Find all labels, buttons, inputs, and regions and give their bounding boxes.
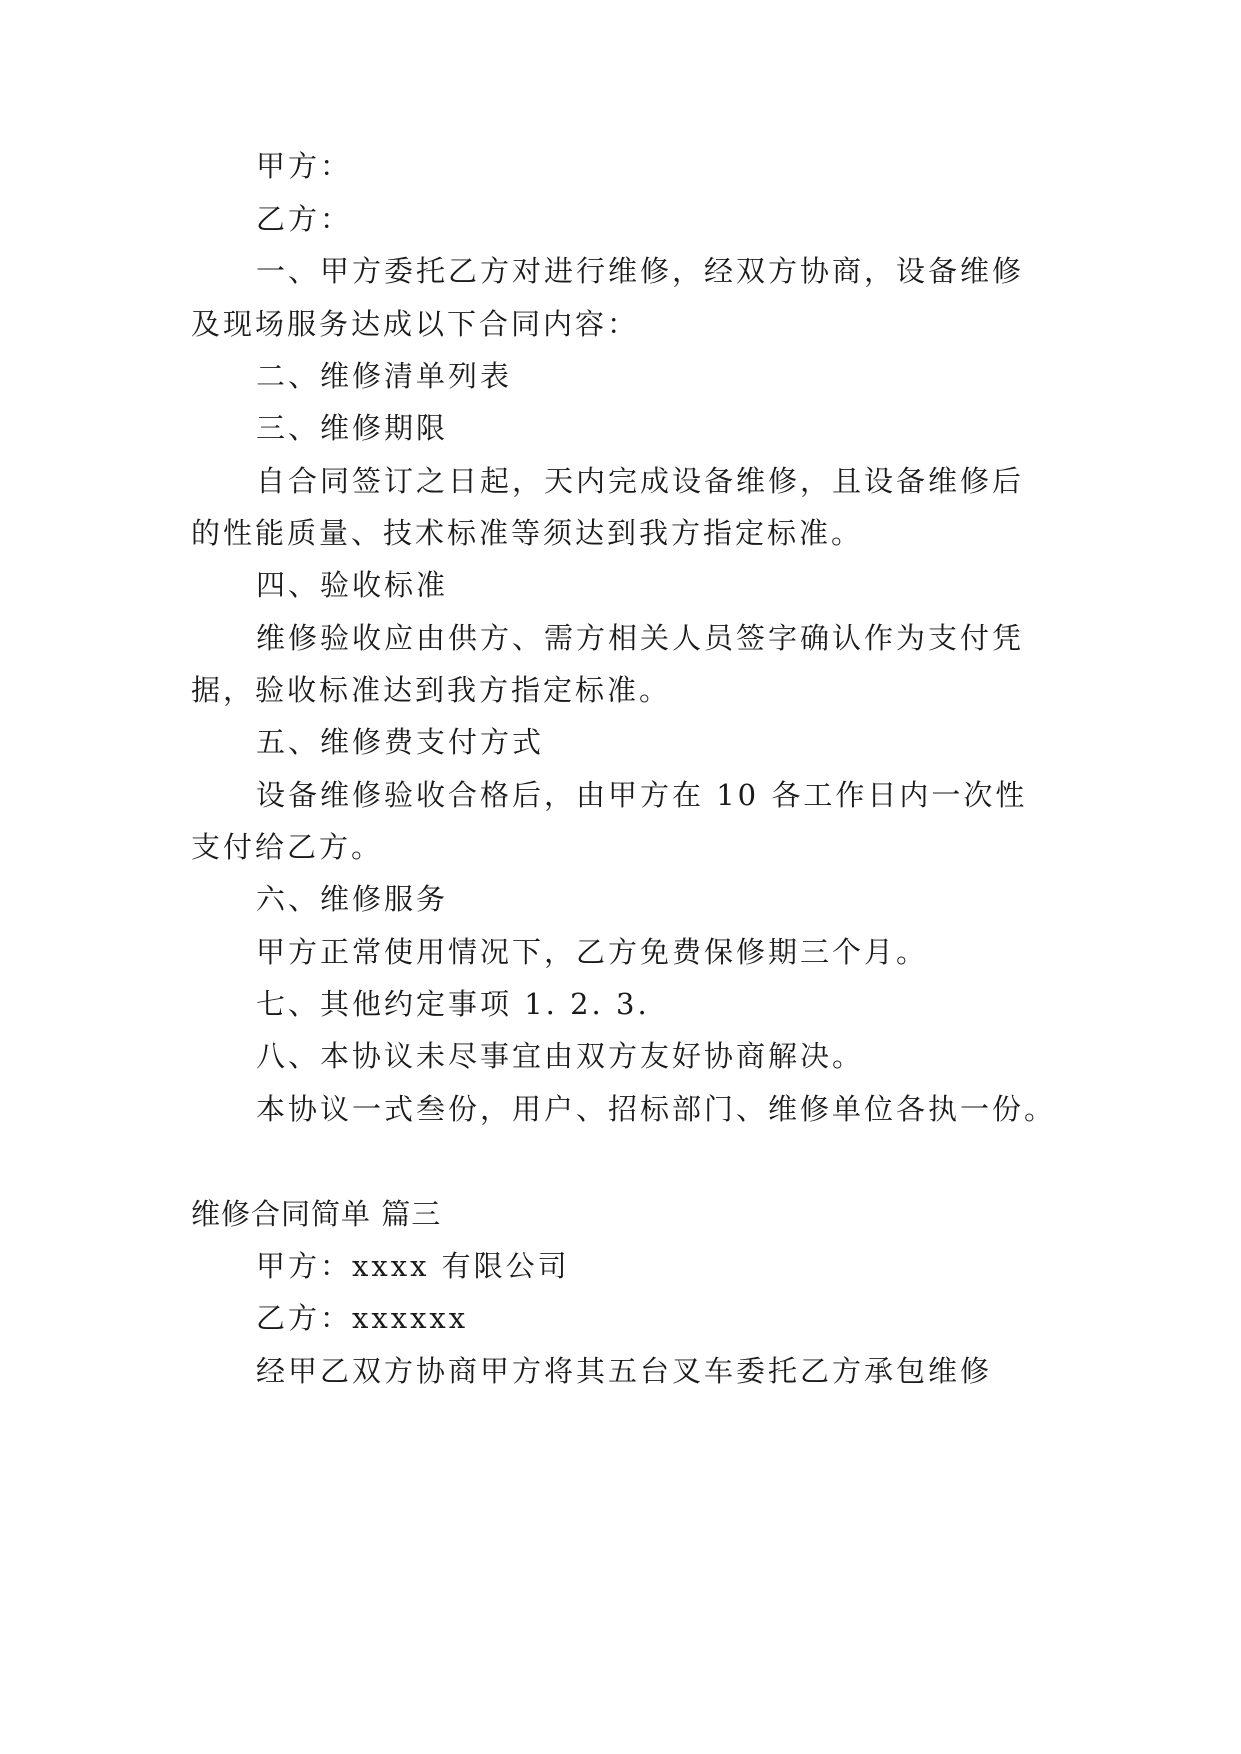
clause-3-heading: 三、维修期限 <box>256 411 449 445</box>
party-a-company-line: 甲方：xxxx 有限公司 <box>256 1249 570 1283</box>
clause-6-text: 甲方正常使用情况下，乙方免费保修期三个月。 <box>256 935 929 969</box>
clause-1-line-2: 及现场服务达成以下合同内容： <box>191 307 640 341</box>
party-a-line: 甲方： <box>256 149 353 183</box>
clause-5-text-line-2: 支付给乙方。 <box>191 830 384 864</box>
party-b-name-line: 乙方：xxxxxx <box>256 1301 469 1335</box>
section-heading: 维修合同简单 篇三 <box>191 1197 442 1231</box>
clause-6-heading: 六、维修服务 <box>256 882 449 916</box>
clause-5-text-line-1: 设备维修验收合格后，由甲方在 10 各工作日内一次性 <box>256 778 1028 812</box>
copies-line: 本协议一式叁份，用户、招标部门、维修单位各执一份。 <box>256 1092 1057 1126</box>
clause-5-heading: 五、维修费支付方式 <box>256 725 545 759</box>
clause-3-text-line-1: 自合同签订之日起，天内完成设备维修，且设备维修后 <box>256 464 1025 498</box>
clause-8-line: 八、本协议未尽事宜由双方友好协商解决。 <box>256 1039 865 1073</box>
clause-1-line-1: 一、甲方委托乙方对进行维修，经双方协商，设备维修 <box>256 254 1025 288</box>
clause-4-heading: 四、验收标准 <box>256 568 449 602</box>
agreement-intro-line: 经甲乙双方协商甲方将其五台叉车委托乙方承包维修 <box>256 1354 993 1388</box>
clause-4-text-line-1: 维修验收应由供方、需方相关人员签字确认作为支付凭 <box>256 621 1025 655</box>
clause-7-line: 七、其他约定事项 1. 2. 3. <box>256 987 650 1021</box>
clause-4-text-line-2: 据，验收标准达到我方指定标准。 <box>191 673 672 707</box>
clause-3-text-line-2: 的性能质量、技术标准等须达到我方指定标准。 <box>191 516 864 550</box>
party-b-line: 乙方： <box>256 202 353 236</box>
clause-2-heading: 二、维修清单列表 <box>256 359 513 393</box>
